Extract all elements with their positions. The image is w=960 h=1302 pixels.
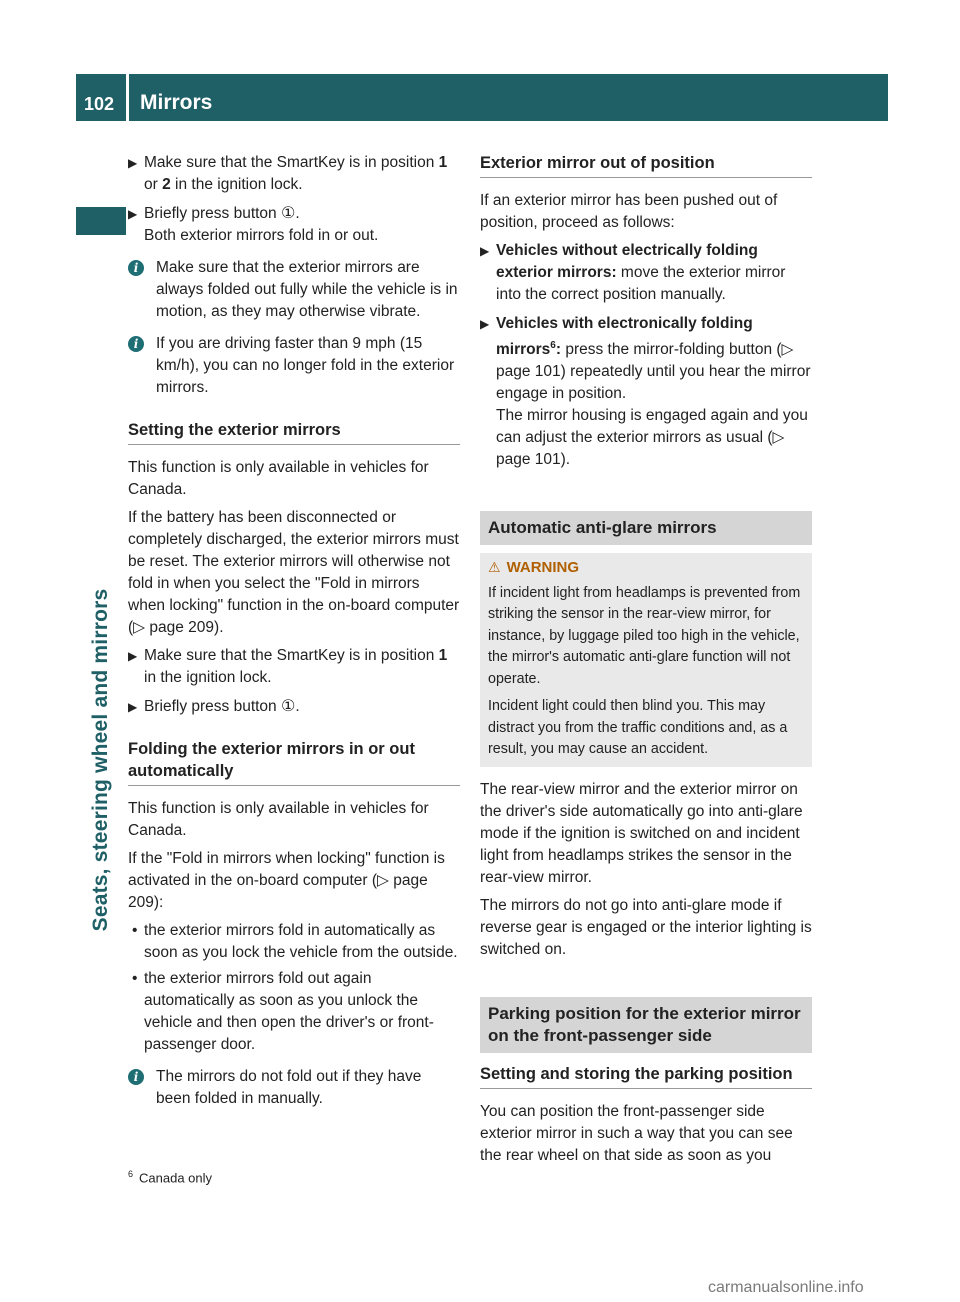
arrow-icon: ▶ [128, 156, 138, 170]
page-number: 102 [84, 94, 115, 114]
right-column [480, 152, 812, 1173]
arrow-icon: ▶ [480, 317, 490, 331]
paragraph: The mirrors do not go into anti-glare mode if reverse gear is engaged or the interior lighting is switched on. [480, 896, 812, 958]
info-note: i Make sure that the exterior mirrors are always folded out fully while the vehicle is in motion, as they may otherwise vibrate. [128, 257, 460, 323]
footnote-ref: 6 [550, 340, 556, 351]
footnote: $^6$ Canada only [128, 1169, 213, 1186]
heading-anti-glare-mirrors: Automatic anti-glare mirrors [480, 511, 812, 545]
info-icon: i [128, 336, 144, 352]
watermark: carmanualsonline.info [708, 1279, 864, 1296]
instruction-step: ▶ Make sure that the SmartKey is in position 1 in the ignition lock. [128, 647, 448, 686]
button-1-symbol: ① [280, 205, 296, 222]
instruction-step: ▶ Vehicles with electronically folding mirrors$^6$: press the mirror-folding button (▷ page 101) repeatedly until you hear the mirror engage in position. The mirror housing is engaged again and you can adjust the exterior mirrors as usual (▷ page 101). [480, 315, 811, 469]
heading-setting-storing-parking-position: Setting and storing the parking position [480, 1063, 812, 1089]
info-icon: i [128, 260, 144, 276]
heading-exterior-mirror-out-of-position: Exterior mirror out of position [480, 152, 812, 178]
arrow-icon: ▶ [128, 700, 138, 714]
warning-triangle-icon: ⚠ [488, 559, 501, 576]
heading-folding-mirrors: Folding the exterior mirrors in or out automatically [128, 738, 460, 786]
instruction-step: ▶ Briefly press button ①. [128, 696, 460, 718]
arrow-icon: ▶ [128, 649, 138, 663]
paragraph: The rear-view mirror and the exterior mirror on the driver's side automatically go into anti-glare mode if the ignition is switched on and incident light from headlamps strikes the sensor in the rear-view mirror. [480, 780, 803, 886]
section-title: Mirrors [140, 91, 213, 114]
arrow-icon: ▶ [128, 207, 138, 221]
heading-parking-position: Parking position for the exterior mirror on the front-passenger side [480, 997, 812, 1053]
instruction-step: ▶ Briefly press button ①. Both exterior mirrors fold in or out. [128, 205, 379, 244]
warning-text: Incident light could then blind you. This may distract you from the traffic conditions and, as a result, you may cause an accident. [488, 698, 788, 758]
header-divider [126, 74, 129, 121]
paragraph: This function is only available in vehicles for Canada. [128, 800, 429, 839]
paragraph: If the battery has been disconnected or completely discharged, the exterior mirrors must be reset. The exterior mirrors will otherwise not fold in when you select the "Fold in mirrors when locking" function in the on-board computer (▷ page 209). [128, 509, 460, 636]
left-column [128, 152, 460, 1119]
side-tab-marker [76, 207, 126, 235]
info-note: i The mirrors do not fold out if they have been folded in manually. [128, 1066, 460, 1110]
instruction-step: ▶ Make sure that the SmartKey is in position 1 or 2 in the ignition lock. [128, 154, 448, 193]
info-note: i If you are driving faster than 9 mph (15 km/h), you can no longer fold in the exterior mirrors. [128, 333, 460, 399]
heading-setting-exterior-mirrors: Setting the exterior mirrors [128, 419, 460, 445]
warning-text: If incident light from headlamps is prevented from striking the sensor in the rear-view mirror, for instance, by luggage piled too high in the vehicle, the mirror's automatic anti-glare function will not operate. [488, 584, 801, 687]
warning-box: ⚠ WARNING If incident light from headlamps is prevented from striking the sensor in the rear-view mirror, for instance, by luggage piled too high in the vehicle, the mirror's automatic anti-glare function will not operate. Incident light could then blind you. This may distract you from the traffic conditions and, as a result, you may cause an accident. [480, 553, 812, 767]
info-icon: i [128, 1069, 144, 1085]
chapter-side-label: Seats, steering wheel and mirrors [89, 588, 112, 932]
bullet-item: • the exterior mirrors fold in automatically as soon as you lock the vehicle from the outside. [132, 922, 458, 961]
arrow-icon: ▶ [480, 244, 490, 258]
paragraph: This function is only available in vehicles for Canada. [128, 459, 429, 498]
instruction-step: ▶ Vehicles without electrically folding exterior mirrors: move the exterior mirror into the correct position manually. [480, 242, 786, 303]
paragraph: If an exterior mirror has been pushed out of position, proceed as follows: [480, 192, 778, 231]
paragraph: If the "Fold in mirrors when locking" function is activated in the on-board computer (▷ page 209): [128, 850, 445, 911]
paragraph: You can position the front-passenger side exterior mirror in such a way that you can see the rear wheel on that side as soon as you [480, 1102, 793, 1164]
button-1-symbol: ① [280, 698, 296, 715]
bullet-item: • the exterior mirrors fold out again automatically as soon as you unlock the vehicle and then open the driver's or front-passenger door. [132, 970, 434, 1053]
